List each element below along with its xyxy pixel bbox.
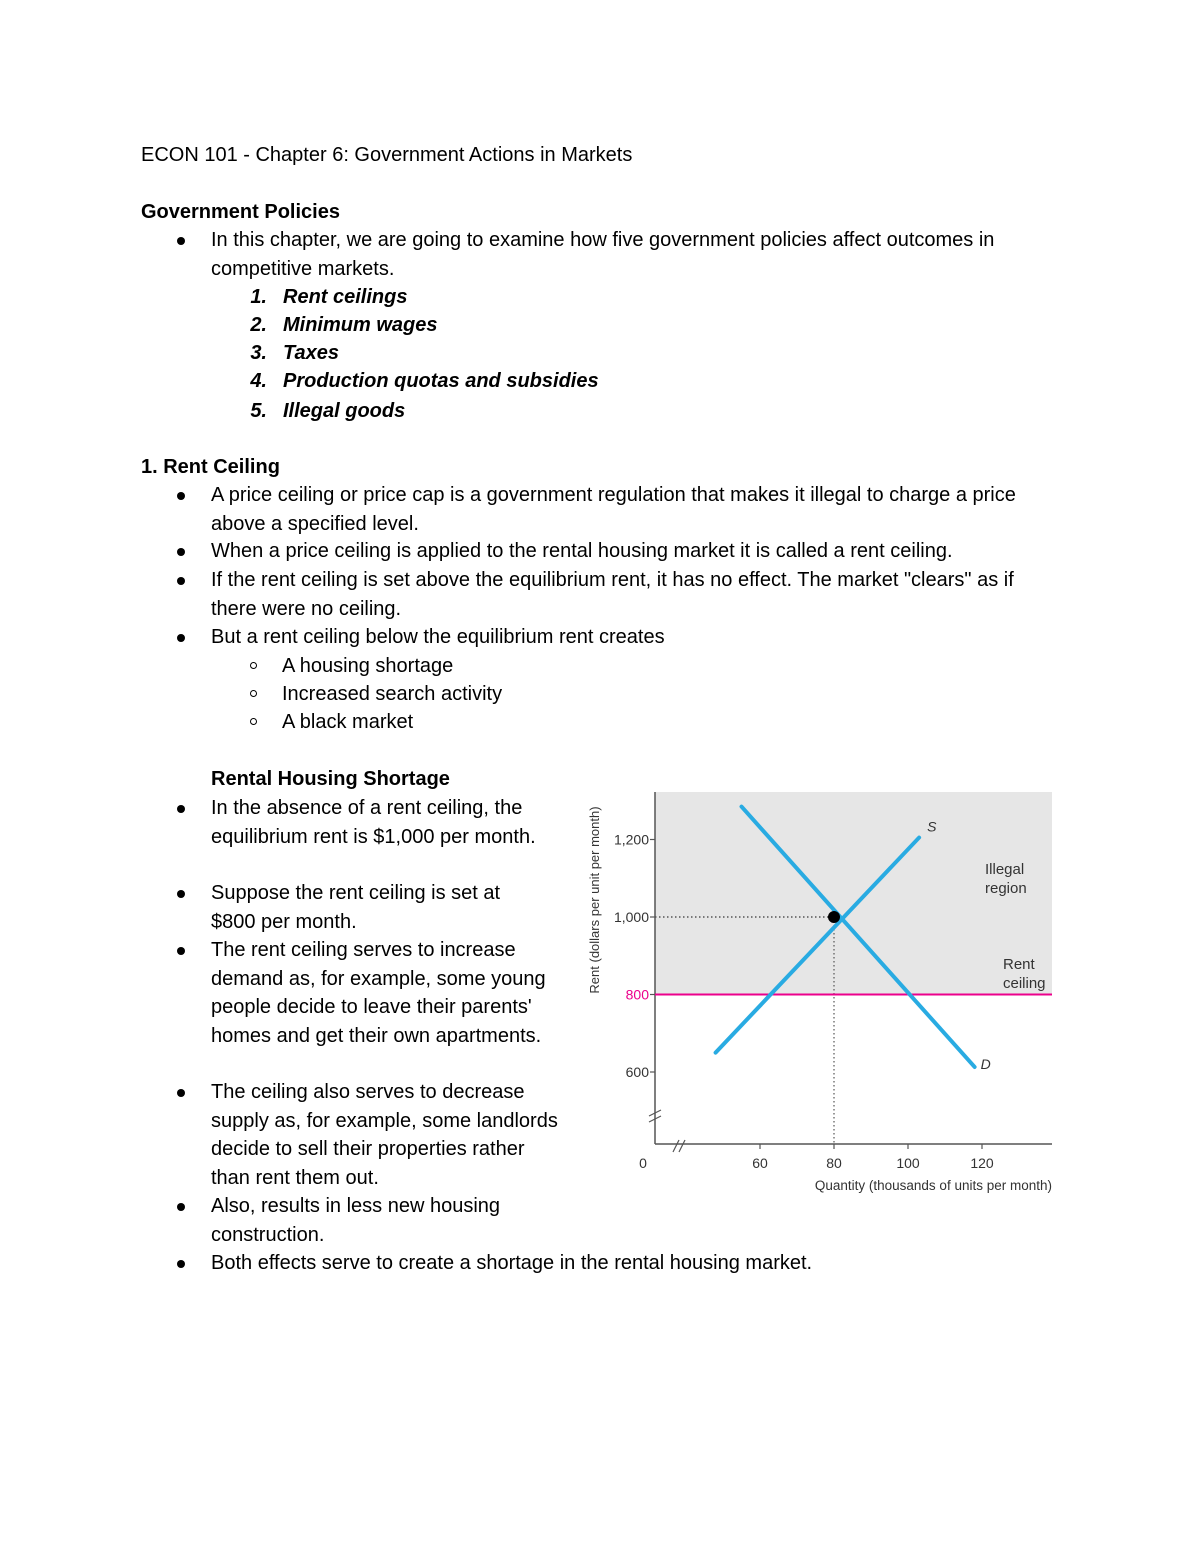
bullet-text: When a price ceiling is applied to the rental housing market it is called a rent ceiling. [211,540,953,562]
list-number: 3. [250,342,267,364]
bullet-dot [177,947,185,955]
sub-bullet-text: A housing shortage [282,655,454,677]
sub-bullet-text: A black market [282,711,414,733]
section-heading-government-policies: Government Policies [141,201,340,223]
bullet-dot [177,577,185,585]
bullet-dot [177,805,185,813]
sub-bullet-circle [250,718,257,725]
list-number: 5. [250,400,267,422]
y-tick-label: 1,000 [613,909,649,925]
y-axis-label: Rent (dollars per unit per month) [587,806,602,994]
x-tick-label: 80 [826,1155,842,1171]
document-title: ECON 101 - Chapter 6: Government Actions in Markets [141,144,633,166]
rent-ceiling-label-line2: ceiling [1003,975,1046,992]
x-axis-break [673,1140,685,1152]
bullet-dot [177,890,185,898]
x-tick-label: 100 [896,1155,920,1171]
y-tick-label: 800 [625,986,649,1003]
bullet-dot [177,548,185,556]
bullet-text: Also, results in less new housing construction. [211,1195,501,1246]
list-item-rent-ceilings: Rent ceilings [283,286,408,308]
y-tick-label: 1,200 [613,831,649,848]
section-heading-rent-ceiling: 1. Rent Ceiling [141,456,280,478]
illegal-region-label-line1: Illegal [985,861,1025,878]
x-tick-label: 0 [639,1155,647,1171]
bullet-text: Both effects serve to create a shortage in the rental housing market. [211,1252,813,1274]
list-item-minimum-wages: Minimum wages [283,314,438,336]
list-item-production-quotas: Production quotas and subsidies [283,370,599,392]
list-item-taxes: Taxes [283,342,339,364]
bullet-dot [177,634,185,642]
bullet-dot [177,1203,185,1211]
bullet-text: But a rent ceiling below the equilibrium rent creates [211,626,665,648]
sub-bullet-circle [250,690,257,697]
bullet-text: In the absence of a rent ceiling, the equilibrium rent is $1,000 per month. [211,797,536,848]
supply-curve-label: S [927,818,937,835]
bullet-text: A price ceiling or price cap is a government regulation that makes it illegal to charge a price above a specified level. [211,484,1016,535]
bullet-text: The rent ceiling serves to increase demand as, for example, some young people decide to leave their parents' homes and get their own apartments. [211,939,546,1047]
x-tick-label: 120 [970,1155,994,1171]
bullet-text: The ceiling also serves to decrease supply as, for example, some landlords decide to sell their properties rather than rent them out. [211,1081,558,1189]
list-number: 4. [250,370,267,392]
rent-ceiling-label-line1: Rent [1003,956,1035,973]
illegal-region-label-line2: region [985,880,1027,897]
bullet-text: If the rent ceiling is set above the equilibrium rent, it has no effect. The market "clears" as if there were no ceiling. [211,569,1014,620]
equilibrium-point [828,911,840,923]
rent-ceiling-chart [580,780,1060,1200]
bullet-dot [177,1260,185,1268]
sub-bullet-circle [250,662,257,669]
x-tick-label: 60 [752,1155,768,1171]
sub-bullet-text: Increased search activity [282,683,503,705]
section-heading-rental-housing-shortage: Rental Housing Shortage [211,768,450,790]
bullet-text: In this chapter, we are going to examine how five government policies affect outcomes in competitive markets. [211,229,995,280]
bullet-dot [177,1089,185,1097]
list-item-illegal-goods: Illegal goods [283,400,406,422]
x-axis-label: Quantity (thousands of units per month) [814,1178,1052,1193]
demand-curve-label: D [980,1055,991,1072]
bullet-dot [177,492,185,500]
bullet-dot [177,237,185,245]
y-tick-label: 600 [625,1064,649,1080]
list-number: 1. [250,286,267,308]
bullet-text: Suppose the rent ceiling is set at $800 per month. [211,882,501,933]
list-number: 2. [250,314,267,336]
